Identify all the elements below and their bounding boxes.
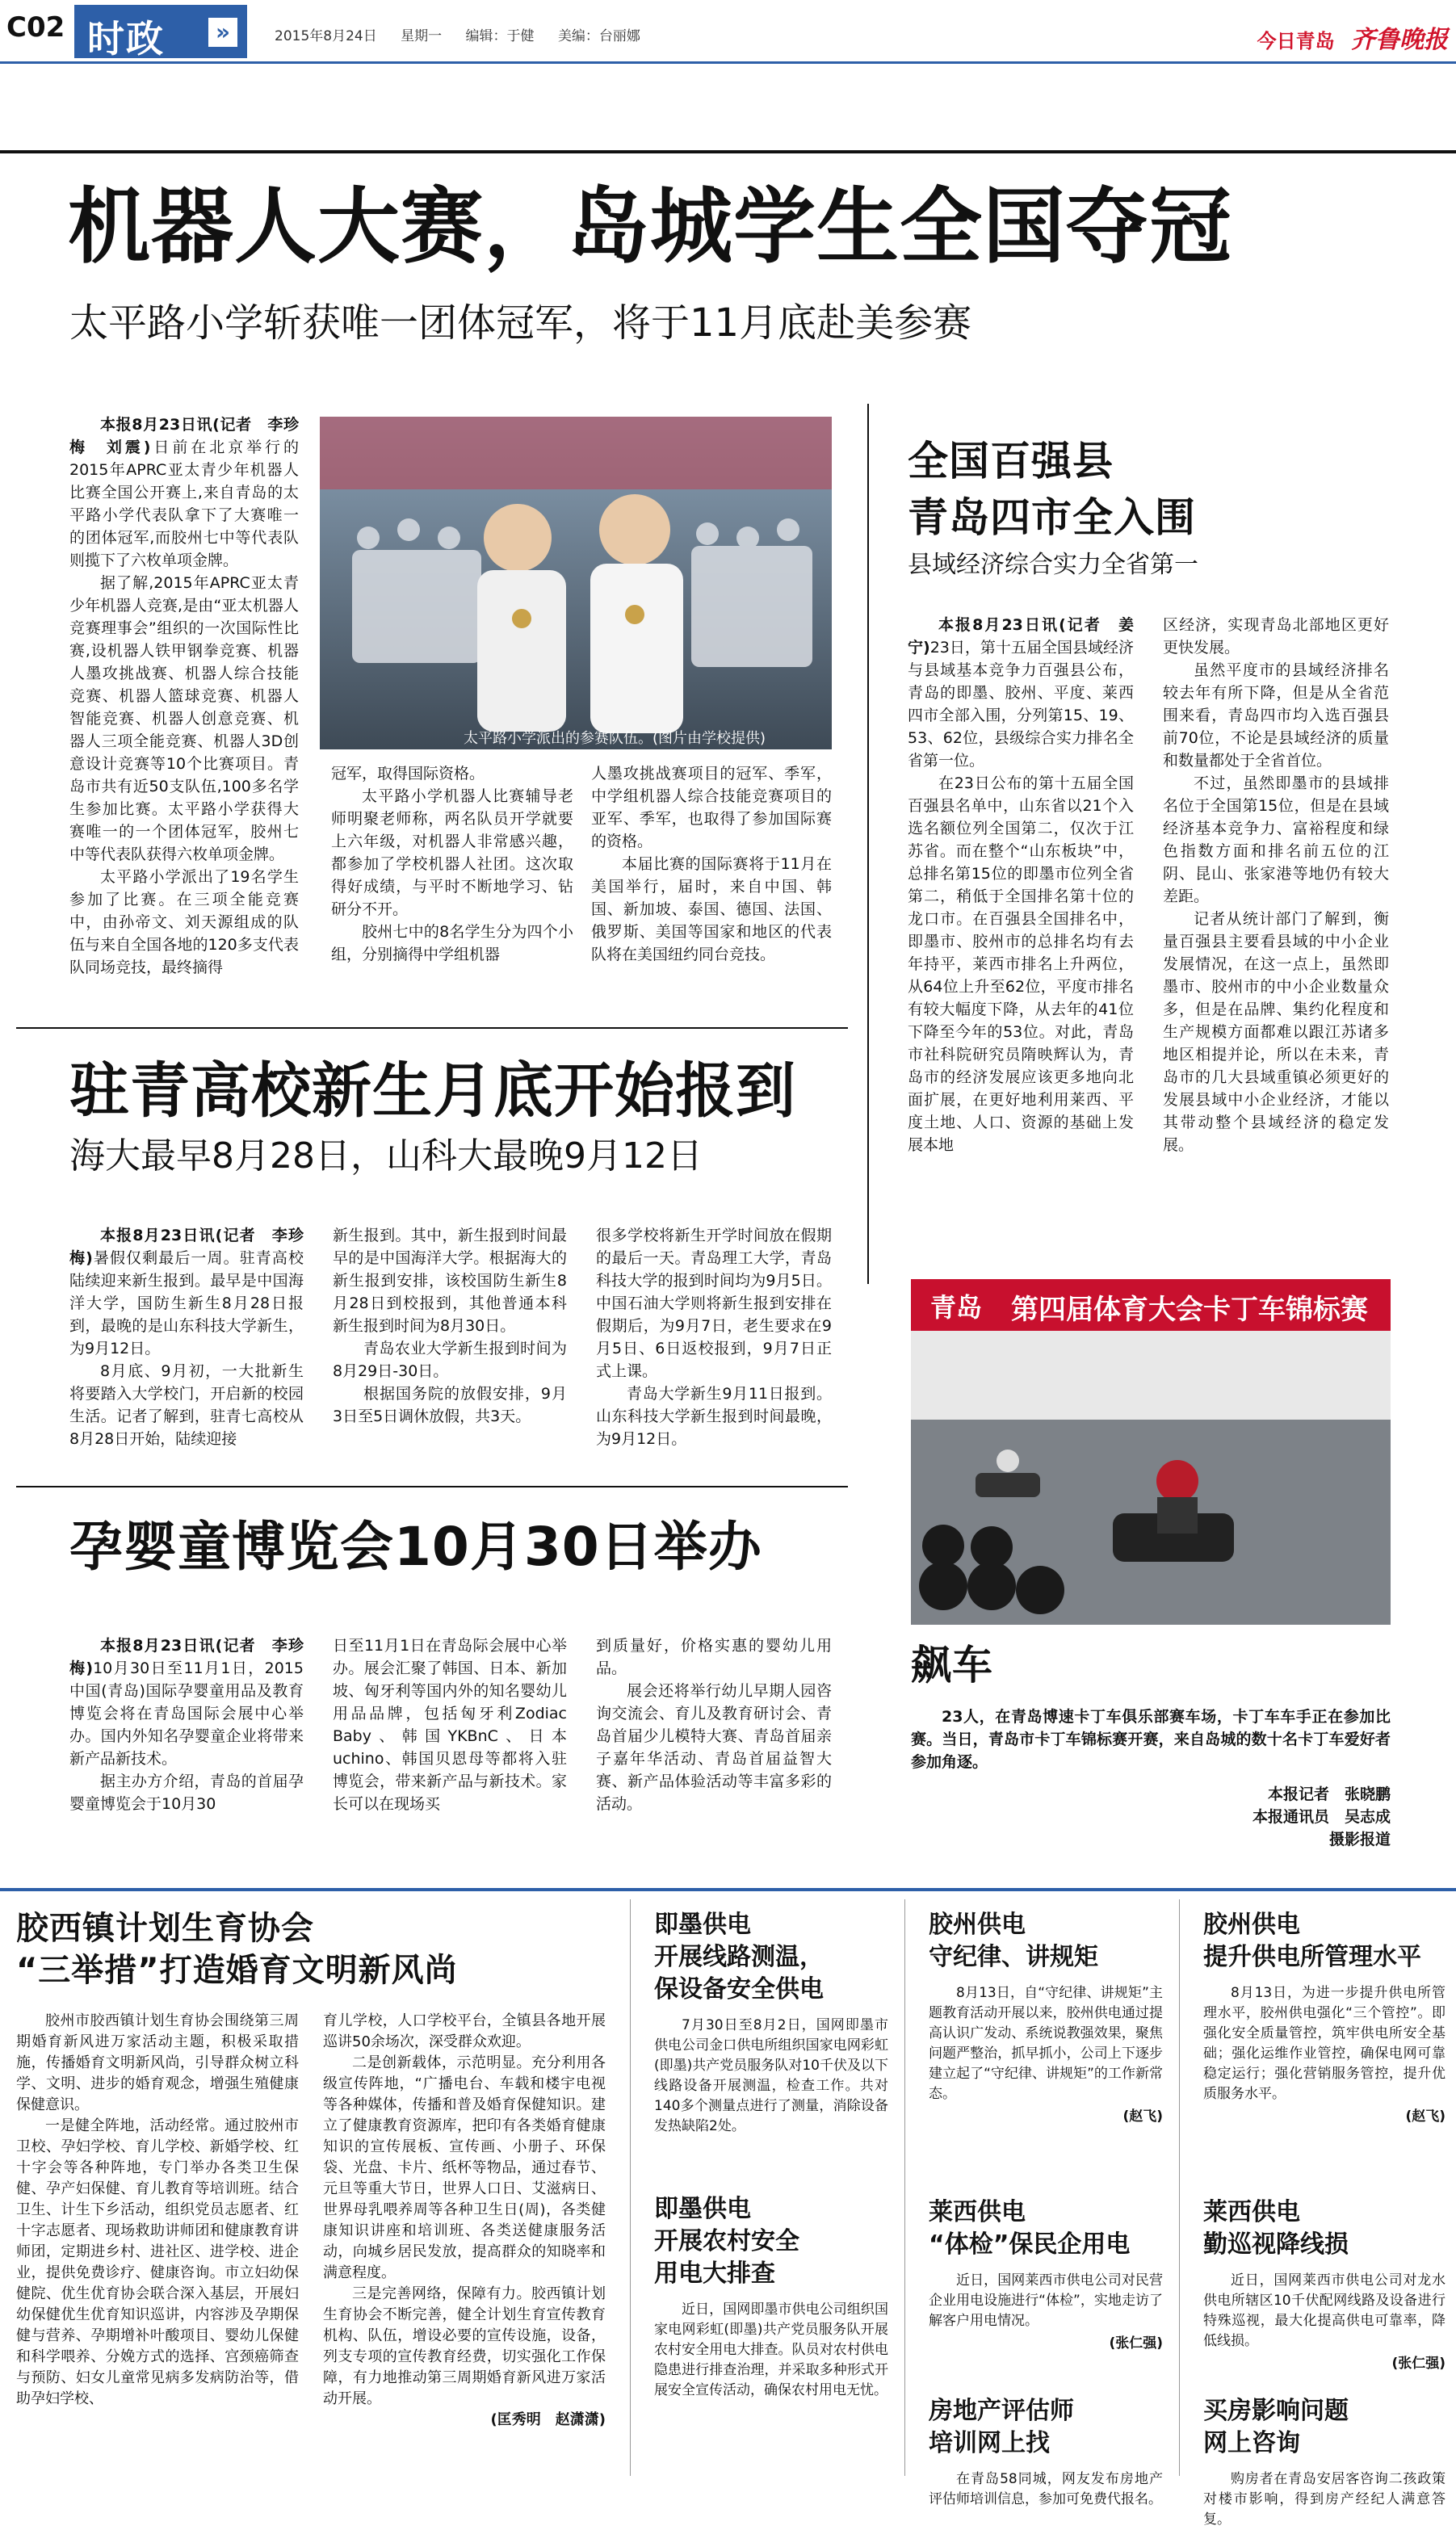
- header-rule: [0, 61, 1456, 64]
- jiaoxi-headline: 胶西镇计划生育协会 “三举措”打造婚育文明新风尚: [16, 1910, 458, 1989]
- brief-news-text: 在青岛58同城，网友发布房地产评估师培训信息，参加可免费代报名。: [929, 2471, 1163, 2507]
- brief-news-title-line: “体检”保民企用电: [929, 2230, 1131, 2259]
- brief-news-author: (赵飞): [1405, 2108, 1446, 2125]
- brief-news-title-line: 即墨供电: [654, 1911, 751, 1939]
- county-dateline: 本报8月23日讯(记者 姜宁): [908, 616, 1134, 657]
- brief-news-text: 8月13日，为进一步提升供电所管理水平，胶州供电强化“三个管控”。即强化安全质量管控，筑牢供电所安全基础；强化运维作业管控，确保电网可靠稳定运行；强化营销服务管控，提升优质服务水平。: [1203, 1985, 1446, 2102]
- freshman-subheadline: 海大最早8月28日，山科大最晚9月12日: [69, 1135, 703, 1177]
- chevron-right-icon: »: [208, 18, 237, 47]
- robot-dateline: 本报8月23日讯(记者 李珍梅 刘震): [69, 416, 299, 456]
- brand-sub: 今日青岛: [1257, 30, 1335, 52]
- designer: 美编：台丽娜: [557, 28, 640, 44]
- bottom-band-rule: [0, 1888, 1456, 1891]
- brief-news-text: 近日，国网即墨市供电公司组织国家电网彩虹(即墨)共产党员服务队开展农村安全用电大排查。队员对农村供电隐患进行排查治理，并采取多种形式开展安全宣传活动，确保农村用电无忧。: [654, 2301, 888, 2398]
- expo-dateline: 本报8月23日讯(记者 李珍梅): [69, 1637, 304, 1677]
- brief-news-title-line: 网上咨询: [1203, 2429, 1300, 2457]
- section-rule-2: [16, 1486, 848, 1487]
- brief-news-text: 8月13日，自“守纪律、讲规矩”主题教育活动开展以来，胶州供电通过提高认识广发动、系统说教强效果，聚焦问题严整治，抓早抓小，公司上下逐步建立起了“守纪律、讲规矩”的工作新常态。: [929, 1985, 1163, 2102]
- brief-news-item: [1203, 2196, 1446, 2372]
- brief-news-author: (赵飞): [1122, 2108, 1163, 2125]
- robot-col-2: 冠军，取得国际资格。 太平路小学机器人比赛辅导老师明聚老师称，两名队员开学就要上六年级，对机器人非常感兴趣，都参加了学校机器人社团。这次取得好成绩，与平时不断地学习、钻研分不开。 胶州七中的8名学生分为四个小组，分别摘得中学组机器: [331, 765, 573, 963]
- kart-banner: 第四届体育大会卡丁车锦标赛: [1011, 1294, 1368, 1326]
- robot-headline: 机器人大赛，岛城学生全国夺冠: [68, 179, 1232, 275]
- section-badge: [74, 5, 247, 61]
- freshman-col-3: 很多学校将新生开学时间放在假期的最后一天。青岛理工大学，青岛科技大学的报到时间均为9月5日。中国石油大学则将新生报到安排在假期后，为9月7日，老生要求在9月5日、6日返校报到，9月7日正式上课。 青岛大学新生9月11日报到。山东科技大学新生报到时间最晚，为9月12日。: [596, 1227, 832, 1448]
- brand-logo: [1257, 19, 1448, 55]
- brief-news-title-line: 用电大排查: [654, 2259, 775, 2288]
- divider-3: [1179, 1899, 1180, 2476]
- robot-subheadline: 太平路小学斩获唯一团体冠军，将于11月底赴美参赛: [69, 300, 972, 346]
- editor: 编辑：于健: [465, 28, 535, 44]
- freshman-col-2: 新生报到。其中，新生报到时间最早的是中国海洋大学。根据海大的新生报到安排，该校国防生新生8月28日到校报到，其他普通本科新生报到时间为8月30日。 青岛农业大学新生报到时间为8月29日-30日。 根据国务院的放假安排，9月3日至5日调休放假，共3天。: [333, 1227, 567, 1425]
- brief-news-title: [1203, 2196, 1446, 2261]
- kart-banner-prefix: 青岛: [930, 1292, 983, 1323]
- section-rule: [16, 1027, 848, 1029]
- jiaoxi-col-1: 胶州市胶西镇计划生育协会围绕第三周期婚育新风进万家活动主题，积极采取措施，传播婚育文明新风尚，引导群众树立科学、文明、进步的婚育观念，增强生殖健康保健意识。 一是健全阵地，活动经常。通过胶州市卫校、孕妇学校、育儿学校、新婚学校、红十字会等各种阵地，专门举办各类卫生保健、孕产妇保健、育儿教育等培训班。结合卫生、计生下乡活动，组织党员志愿者、红十字志愿者、现场救助讲师团和健康教育讲师团，定期进乡村、进社区、进学校、进企业，提供免费诊疗、健康咨询。市立妇幼保健院、优生优育协会联合深入基层，开展妇幼保健优生优育知识巡讲，内容涉及孕期保健与营养、孕期增补叶酸项目、婴幼儿保健和科学喂养、分娩方式的选择、宫颈癌筛查与预防、妇女儿童常见病多发病防治等，借助孕妇学校、: [16, 2012, 299, 2407]
- brief-news-text: 近日，国网莱西市供电公司对民营企业用电设施进行“体检”，实地走访了解客户用电情况。: [929, 2272, 1163, 2329]
- kart-photo-image: [911, 1279, 1391, 1625]
- brief-news-title-line: 莱西供电: [929, 2198, 1026, 2226]
- brief-news-title-line: 即墨供电: [654, 2195, 751, 2223]
- freshman-dateline: 本报8月23日讯(记者 李珍梅): [69, 1227, 304, 1267]
- robot-photo: [320, 417, 832, 749]
- brief-news-item: [654, 2193, 888, 2401]
- brief-news-author: (张仁强): [1391, 2356, 1446, 2372]
- brief-news-title-line: 提升供电所管理水平: [1203, 1943, 1421, 1971]
- jiaoxi-author: (匡秀明 赵潇潇): [490, 2411, 606, 2428]
- expo-col-1: 本报8月23日讯(记者 李珍梅)10月30日至11月1日，2015中国(青岛)国际孕婴童用品及教育博览会将在青岛国际会展中心举办。国内外知名孕婴童企业将带来新产品新技术。 据主办方介绍，青岛的首届孕婴童博览会于10月30: [69, 1637, 304, 1813]
- brief-news-text: 购房者在青岛安居客咨询二孩政策对楼市影响，得到房产经纪人满意答复。: [1203, 2471, 1446, 2528]
- expo-col-2: 日至11月1日在青岛际会展中心举办。展会汇聚了韩国、日本、新加坡、匈牙利等国内外的知名婴幼儿用品品牌，包括匈牙利Zodiac Baby、韩国YKBnC、日本uchino、韩国贝恩母等都将入驻博览会，带来新产品与新技术。家长可以在现场买: [333, 1637, 567, 1813]
- expo-col-3: 到质量好，价格实惠的婴幼儿用品。 展会还将举行幼儿早期人园咨询交流会、育儿及教育研讨会、青岛首届少儿模特大赛、青岛首届亲子嘉年华活动、青岛首届益智大赛、新产品体验活动等丰富多彩的活动。: [596, 1637, 832, 1813]
- section-name: 时政: [87, 17, 165, 61]
- brief-news-title: [929, 1909, 1163, 1974]
- brief-news-title-line: 开展农村安全: [654, 2227, 799, 2255]
- kart-photo: [911, 1279, 1391, 1625]
- brief-news-text: 近日，国网莱西市供电公司对龙水供电所辖区10千伏配网线路及设备进行特殊巡视，最大化提高供电可靠率，降低线损。: [1203, 2272, 1446, 2349]
- brief-news-title-line: 胶州供电: [1203, 1911, 1300, 1939]
- robot-photo-image: [320, 417, 832, 749]
- header-meta: [275, 24, 660, 44]
- brief-news-item: [929, 2196, 1163, 2352]
- brief-news-item: [1203, 2395, 1446, 2530]
- robot-col-3: 人墨攻挑战赛项目的冠军、季军，中学组机器人综合技能竞赛项目的亚军、季军，也取得了参加国际赛的资格。 本届比赛的国际赛将于11月在美国举行，届时，来自中国、韩国、新加坡、泰国、德国、法国、俄罗斯、美国等国家和地区的代表队将在美国纽约同台竞技。: [591, 765, 832, 963]
- brief-news-item: [929, 1909, 1163, 2125]
- county-headline: 全国百强县 青岛四市全入围: [908, 438, 1196, 541]
- freshman-headline: 驻青高校新生月底开始报到: [69, 1056, 796, 1126]
- county-col-1: 本报8月23日讯(记者 姜宁)23日，第十五届全国县域经济与县域基本竞争力百强县公布，青岛的即墨、胶州、平度、莱西四市全部入围，分列第15、19、53、62位，县级综合实力排名全省第一位。 在23日公布的第十五届全国百强县名单中，山东省以21个入选名额位列全国第二，仅次于江苏省。而在整个“山东板块”中，总排名第15位的即墨市位列全省第二，稍低于全国排名第十位的龙口市。在百强县全国排名中，即墨市、胶州市的总排名均有去年持平，莱西市排名上升两位，从64位上升至62位，平度市排名有较大幅度下降，从去年的41位下降至今年的53位。对此，青岛市社科院研究员隋映辉认为，青岛市的经济发展应该更多地向北面扩展，在更好地利用莱西、平度土地、人口、资源的基础上发展本地: [908, 616, 1134, 1154]
- brief-news-title-line: 守纪律、讲规矩: [929, 1943, 1098, 1971]
- brief-news-item: [929, 2395, 1163, 2510]
- county-col-2: 区经济，实现青岛北部地区更好更快发展。 虽然平度市的县域经济排名较去年有所下降，但是从全省范围来看，青岛四市均入选百强县前70位，不论是县域经济的质量和数量都处于全省首位。 不过，虽然即墨市的县域排名位于全国第15位，但是在县域经济基本竞争力、富裕程度和绿色指数方面和排名前五位的江阴、昆山、张家港等地仍有较大差距。 记者从统计部门了解到，衡量百强县主要看县域的中小企业发展情况，在这一点上，虽然即墨市、胶州市的中小企业数量众多，但是在品牌、集约化程度和生产规模方面都难以跟江苏诸多地区相提并论，所以在未来，青岛市的几大县域重镇必须更好的发展县域中小企业经济，才能以其带动整个县域经济的稳定发展。: [1163, 616, 1389, 1154]
- brand-name: 齐鲁晚报: [1351, 26, 1448, 54]
- page-number: C02: [6, 11, 65, 44]
- brief-news-title-line: 培训网上找: [929, 2429, 1050, 2457]
- expo-headline: 孕婴童博览会10月30日举办: [69, 1516, 762, 1578]
- brief-news-author: (张仁强): [1109, 2335, 1163, 2352]
- kart-headline: 飙车: [911, 1642, 993, 1689]
- county-subheadline: 县域经济综合实力全省第一: [908, 551, 1198, 579]
- freshman-col-1: 本报8月23日讯(记者 李珍梅)暑假仅剩最后一周。驻青高校陆续迎来新生报到。最早是中国海洋大学，国防生新生8月28日报到，最晚的是山东科技大学新生，为9月12日。 8月底、9月初，一大批新生将要踏入大学校门，开启新的校园生活。记者了解到，驻青七高校从8月28日开始，陆续迎接: [69, 1227, 304, 1448]
- brief-news-title-line: 保设备安全供电: [654, 1975, 824, 2003]
- brief-news-title-line: 房地产评估师: [929, 2397, 1074, 2425]
- brief-news-title-line: 莱西供电: [1203, 2198, 1300, 2226]
- brief-news-title: [654, 2193, 888, 2290]
- robot-col-1: 本报8月23日讯(记者 李珍梅 刘震)日前在北京举行的2015年APRC亚太青少年机器人比赛全国公开赛上,来自青岛的太平路小学代表队拿下了大赛唯一的团体冠军,而胶州七中等代表队则揽下了六枚单项金牌。 据了解,2015年APRC亚太青少年机器人竞赛,是由“亚太机器人竞赛理事会”组织的一次国际性比赛,设机器人铁甲钢拳竞赛、机器人墨攻挑战赛、机器人综合技能竞赛、机器人篮球竞赛、机器人智能竞赛、机器人创意竞赛、机器人三项全能竞赛、机器人3D创意设计竞赛等10个比赛项目。青岛市共有近50支队伍,100多名学生参加比赛。太平路小学获得大赛唯一的一个团体冠军，胶州七中等代表队获得六枚单项金牌。 太平路小学派出了19名学生参加了比赛。在三项全能竞赛中，由孙帝文、刘天源组成的队伍与来自全国各地的120多支代表队同场竞技，最终摘得: [69, 416, 299, 976]
- brief-news-title-line: 胶州供电: [929, 1911, 1026, 1939]
- robot-photo-caption: 太平路小学派出的参赛队伍。(图片由学校提供): [464, 730, 766, 747]
- issue-weekday: 星期一: [401, 28, 443, 44]
- brief-news-title-line: 买房影响问题: [1203, 2397, 1349, 2425]
- brief-news-title: [929, 2395, 1163, 2460]
- jiaoxi-col-2: 育儿学校，人口学校平台，全镇县各地开展巡讲50余场次，深受群众欢迎。 二是创新载体，示范明显。充分利用各级宣传阵地，“广播电台、车载和楼宇电视等各种媒体，传播和普及婚育保健知识。建立了健康教育资源库，把印有各类婚育健康知识的宣传展板、宣传画、小册子、环保袋、光盘、卡片、纸杯等物品，通过春节、元旦等重大节日，世界人口日、艾滋病日、世界母乳喂养周等各种卫生日(周)，各类健康知识讲座和培训班、各类送健康服务活动，向城乡居民发放，提高群众的知晓率和满意程度。 三是完善网络，保障有力。胶西镇计划生育协会不断完善，健全计划生育宣传教育机构、队伍，增设必要的宣传设施，设备，列支专项的宣传教育经费，切实强化工作保障，有力地推动第三周期婚育新风进万家活动开展。 (匡秀明 赵潇潇): [323, 2011, 606, 2431]
- brief-news-title: [1203, 2395, 1446, 2460]
- brief-news-text: 7月30日至8月2日，国网即墨市供电公司金口供电所组织国家电网彩虹(即墨)共产党员服务队对10千伏及以下线路设备开展测温，检查工作。共对140多个测量点进行了测量，消除设备发热缺陷2处。: [654, 2017, 888, 2134]
- brief-news-title: [654, 1909, 888, 2006]
- issue-date: 2015年8月24日: [275, 28, 377, 44]
- divider-2: [904, 1899, 905, 2476]
- brief-news-title-line: 勤巡视降线损: [1203, 2230, 1349, 2259]
- column-divider: [867, 404, 869, 1284]
- divider-1: [630, 1899, 631, 2476]
- brief-news-item: [1203, 1909, 1446, 2125]
- brief-news-title: [929, 2196, 1163, 2261]
- brief-news-title-line: 开展线路测温，: [654, 1943, 824, 1971]
- brief-news-title: [1203, 1909, 1446, 1974]
- kart-credits: 本报记者 张晓鹏 本报通讯员 吴志成 摄影报道: [1252, 1785, 1391, 1848]
- top-rule: [0, 150, 1456, 153]
- kart-text: 23人，在青岛博速卡丁车俱乐部赛车场，卡丁车车手正在参加比赛。当日，青岛市卡丁车锦标赛开赛，来自岛城的数十名卡丁车爱好者参加角逐。: [911, 1708, 1391, 1771]
- brief-news-item: [654, 1909, 888, 2137]
